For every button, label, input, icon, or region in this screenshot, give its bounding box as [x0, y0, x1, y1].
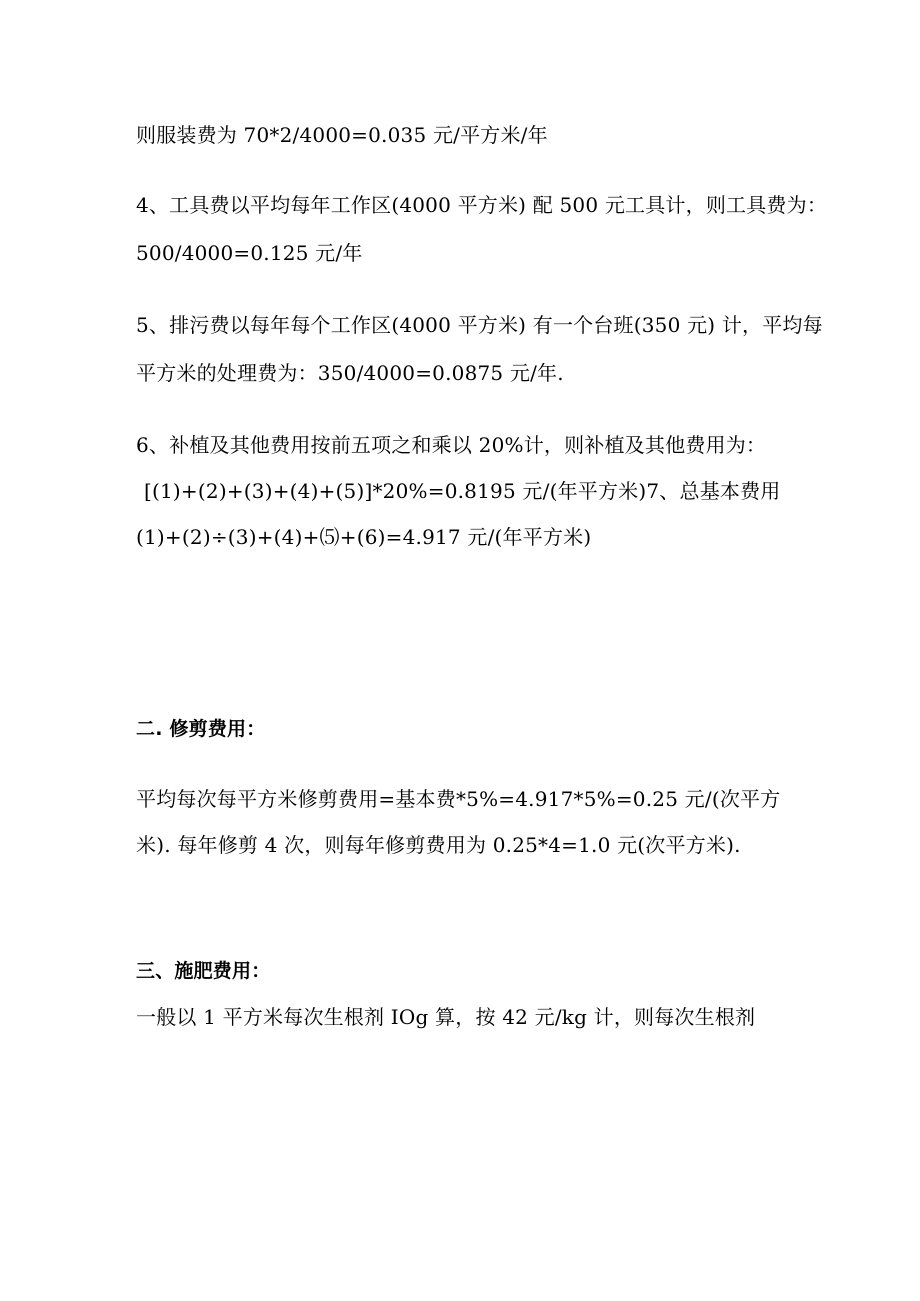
tool-fee-result: 500/4000=0.125 元/年: [136, 241, 363, 265]
fertilizing-fee-line-1: 一般以 1 平方米每次生根剂 IOg 算，按 42 元/kg 计，则每次生根剂: [136, 1005, 756, 1029]
replanting-fee-item: 6、补植及其他费用按前五项之和乘以 20%计，则补植及其他费用为：: [136, 433, 767, 457]
sewage-fee-result: 平方米的处理费为：350/4000=0.0875 元/年.: [136, 361, 564, 385]
sewage-fee-item: 5、排污费以每年每个工作区(4000 平方米) 有一个台班(350 元) 计，平均每: [136, 313, 823, 337]
pruning-fee-line-1: 平均每次每平方米修剪费用=基本费*5%=4.917*5%=0.25 元/(次平方: [136, 787, 781, 811]
total-basic-fee-formula: (1)+(2)÷(3)+(4)+⑸+(6)=4.917 元/(年平方米): [136, 525, 592, 549]
replanting-fee-formula: [(1)+(2)+(3)+(4)+(5)]*20%=0.8195 元/(年平方米)7、总基本费用: [144, 479, 781, 503]
pruning-fee-line-2: 米). 每年修剪 4 次，则每年修剪费用为 0.25*4=1.0 元(次平方米).: [136, 833, 741, 857]
fertilizing-fee-heading: 三、施肥费用：: [136, 960, 271, 982]
clothing-fee-line: 则服装费为 70*2/4000=0.035 元/平方米/年: [136, 123, 548, 147]
pruning-fee-heading: 二. 修剪费用：: [136, 718, 266, 740]
tool-fee-item: 4、工具费以平均每年工作区(4000 平方米) 配 500 元工具计，则工具费为：: [136, 193, 828, 217]
